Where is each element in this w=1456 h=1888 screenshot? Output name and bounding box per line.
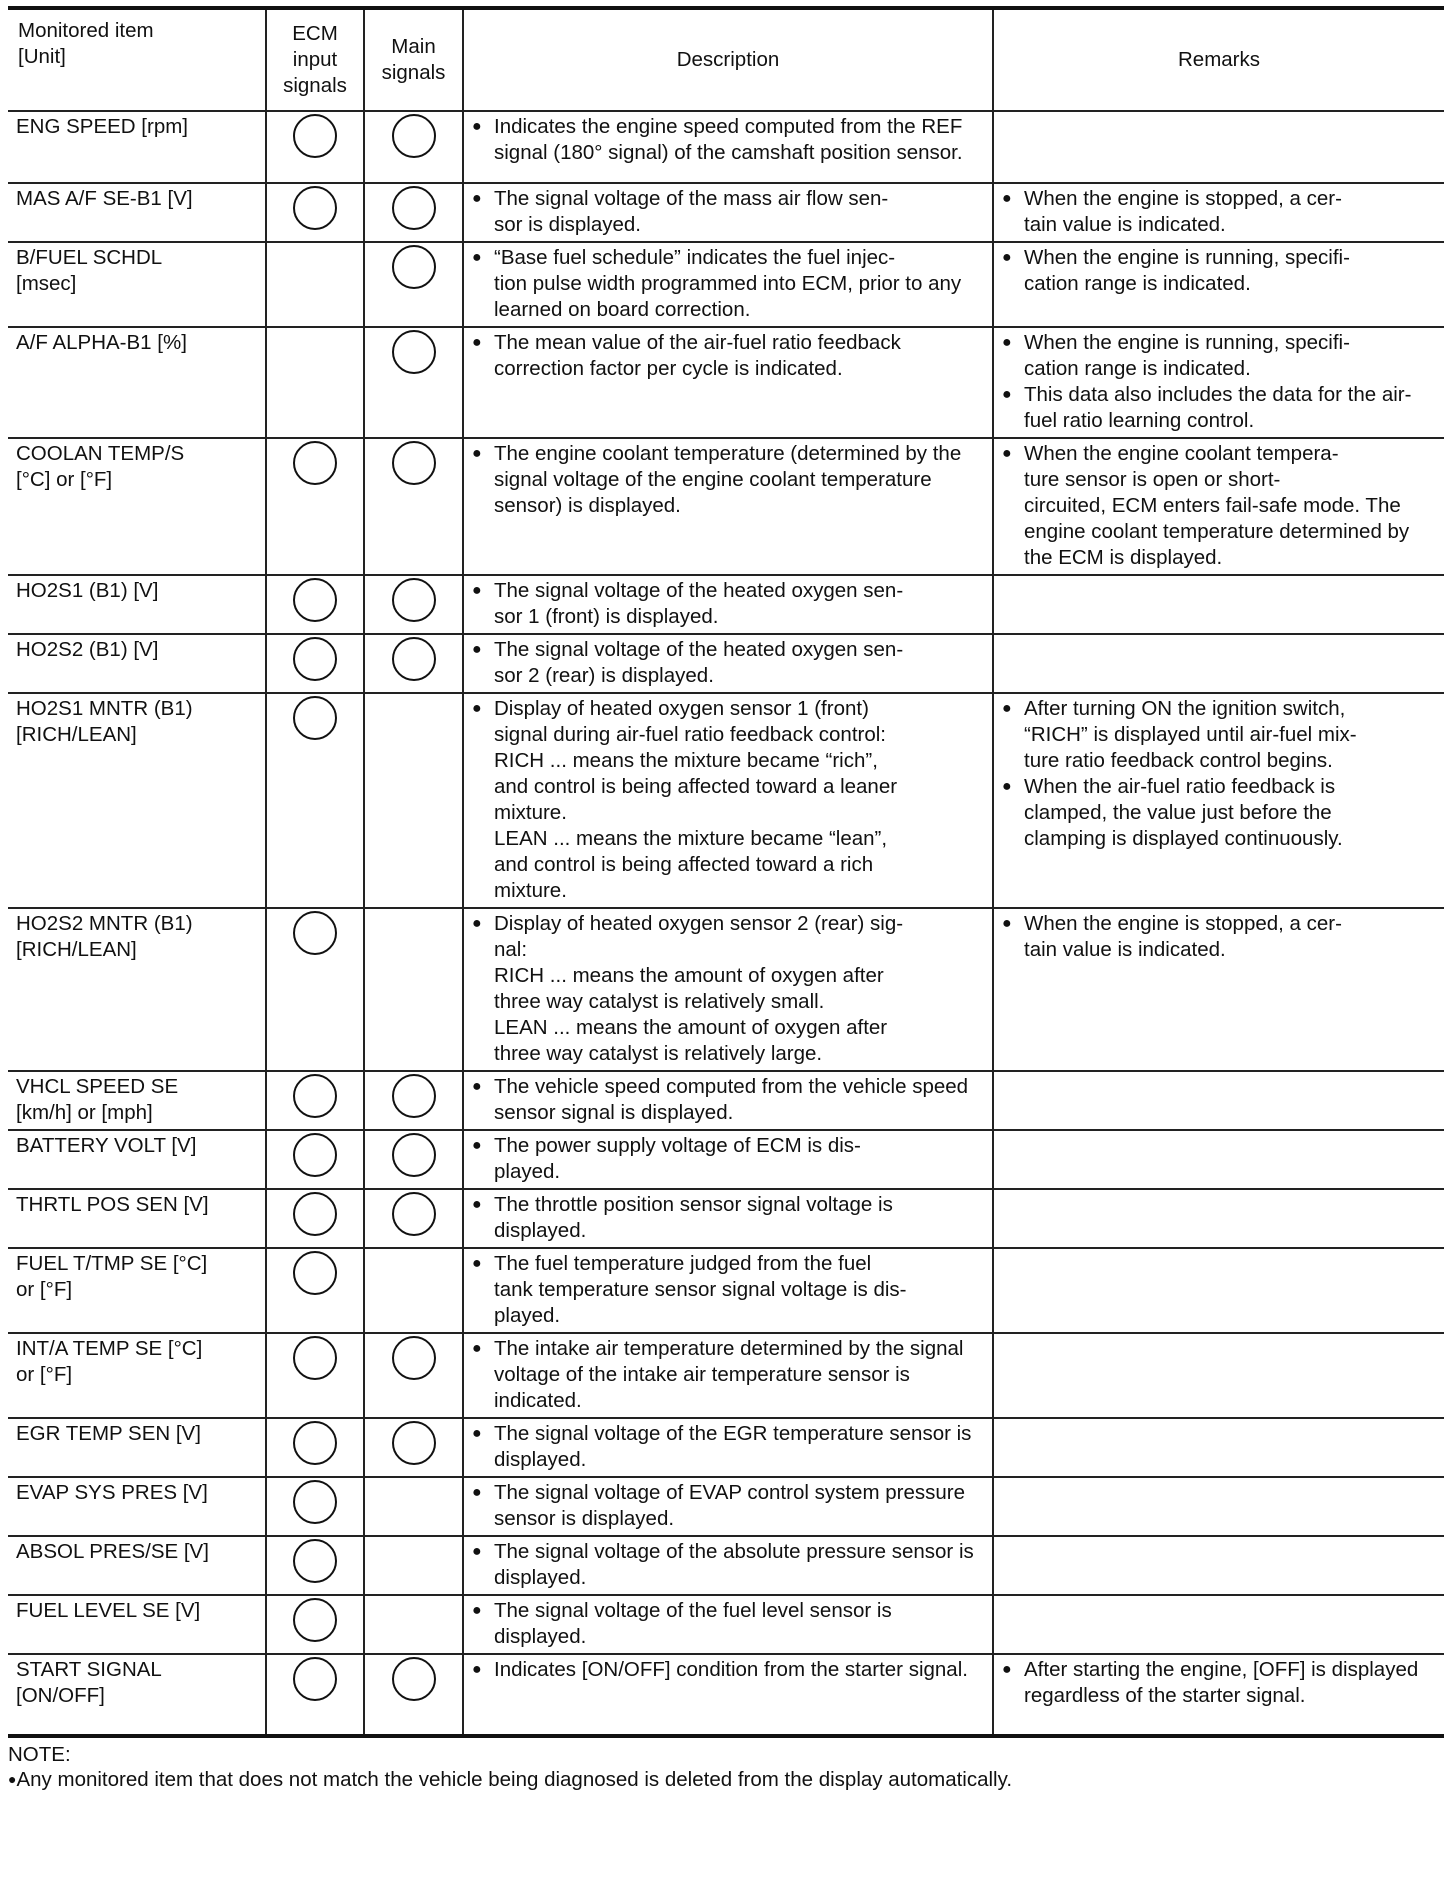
bullet-item — [472, 696, 984, 904]
bullet-text: This data also includes the data for the air-fuel ratio learning control. — [1024, 383, 1412, 432]
bullet-text: Display of heated oxygen sensor 1 (front) signal during air-fuel ratio feedback control: RICH ... means the mixture became “rich”, and control is being affected toward a leaner mixture. LEAN ... means the mixture became “lean”, and control is being affected toward a rich mixture. — [494, 697, 898, 902]
bullet-text: The signal voltage of the absolute pressure sensor is displayed. — [494, 1540, 974, 1589]
note-title: NOTE: — [8, 1743, 71, 1766]
monitored-item-cell — [8, 1333, 266, 1418]
bullet-icon: ● — [472, 915, 482, 932]
main-signal-cell — [364, 1071, 463, 1130]
bullet-item — [472, 637, 984, 689]
bullet-item — [1002, 774, 1436, 852]
description-cell — [463, 1418, 993, 1477]
bullet-item — [472, 1133, 984, 1185]
bullet-icon: ● — [1002, 249, 1012, 266]
main-signal-cell — [364, 575, 463, 634]
bullet-item — [472, 1480, 984, 1532]
description-cell — [463, 1654, 993, 1736]
main-signal-cell — [364, 1654, 463, 1736]
main-signal-cell — [364, 111, 463, 183]
table-row — [8, 1071, 1444, 1130]
header-main-signals: Main signals — [364, 8, 463, 111]
note-block — [8, 1742, 1444, 1792]
circle-mark-icon — [293, 1421, 337, 1465]
monitored-item-label: B/FUEL SCHDL [msec] — [16, 246, 163, 295]
bullet-icon: ● — [1002, 778, 1012, 795]
bullet-text: The vehicle speed computed from the vehicle speed sensor signal is displayed. — [494, 1075, 969, 1124]
bullet-item — [472, 330, 984, 382]
description-cell — [463, 634, 993, 693]
remarks-cell — [993, 1536, 1444, 1595]
bullet-text: “Base fuel schedule” indicates the fuel injec- tion pulse width programmed into ECM, prior to any learned on board correction. — [494, 246, 962, 321]
bullet-item — [1002, 1657, 1436, 1709]
table-row — [8, 183, 1444, 242]
table-row — [8, 908, 1444, 1071]
monitored-item-cell — [8, 1536, 266, 1595]
circle-mark-icon — [293, 441, 337, 485]
bullet-item — [1002, 696, 1436, 774]
remarks-cell — [993, 1130, 1444, 1189]
circle-mark-icon — [392, 330, 436, 374]
ecm-input-signal-cell — [266, 1248, 364, 1333]
table-row — [8, 111, 1444, 183]
note-text: Any monitored item that does not match the vehicle being diagnosed is deleted from the display automatically. — [16, 1768, 1013, 1791]
bullet-text: Indicates [ON/OFF] condition from the starter signal. — [494, 1658, 968, 1681]
main-signal-cell — [364, 1418, 463, 1477]
main-signal-cell — [364, 1477, 463, 1536]
bullet-text: When the engine is stopped, a cer- tain value is indicated. — [1024, 912, 1342, 961]
ecm-input-signal-cell — [266, 1536, 364, 1595]
description-cell — [463, 575, 993, 634]
bullet-icon: ● — [472, 118, 482, 135]
bullet-text: The power supply voltage of ECM is dis- played. — [494, 1134, 861, 1183]
ecm-input-signal-cell — [266, 327, 364, 438]
bullet-icon: ● — [472, 1661, 482, 1678]
circle-mark-icon — [392, 441, 436, 485]
bullet-icon: ● — [472, 1137, 482, 1154]
bullet-text: When the engine is running, specifi- cation range is indicated. — [1024, 331, 1350, 380]
monitored-item-label: HO2S2 (B1) [V] — [16, 638, 159, 661]
bullet-icon: ● — [472, 249, 482, 266]
monitored-item-label: A/F ALPHA-B1 [%] — [16, 331, 187, 354]
monitored-item-label: ENG SPEED [rpm] — [16, 115, 189, 138]
main-signal-cell — [364, 1333, 463, 1418]
bullet-text: When the engine is stopped, a cer- tain value is indicated. — [1024, 187, 1342, 236]
monitored-item-cell — [8, 183, 266, 242]
bullet-icon: ● — [472, 700, 482, 717]
ecm-input-signal-cell — [266, 1418, 364, 1477]
circle-mark-icon — [392, 114, 436, 158]
monitored-item-label: VHCL SPEED SE [km/h] or [mph] — [16, 1075, 179, 1124]
monitored-item-label: EVAP SYS PRES [V] — [16, 1481, 208, 1504]
description-cell — [463, 111, 993, 183]
table-row — [8, 1189, 1444, 1248]
circle-mark-icon — [293, 1074, 337, 1118]
circle-mark-icon — [392, 637, 436, 681]
description-cell — [463, 693, 993, 908]
bullet-item — [1002, 330, 1436, 382]
bullet-text: The signal voltage of the mass air flow sen- sor is displayed. — [494, 187, 889, 236]
table-row — [8, 1333, 1444, 1418]
table-row — [8, 1130, 1444, 1189]
bullet-text: After starting the engine, [OFF] is displayed regardless of the starter signal. — [1024, 1658, 1419, 1707]
description-cell — [463, 327, 993, 438]
monitored-item-label: INT/A TEMP SE [°C] or [°F] — [16, 1337, 203, 1386]
monitored-item-cell — [8, 1130, 266, 1189]
note-bullet-icon: ● — [8, 1771, 17, 1787]
ecm-input-signal-cell — [266, 1595, 364, 1654]
circle-mark-icon — [293, 696, 337, 740]
monitored-item-cell — [8, 1477, 266, 1536]
circle-mark-icon — [392, 245, 436, 289]
table-row — [8, 1418, 1444, 1477]
circle-mark-icon — [293, 1657, 337, 1701]
header-monitored-item: Monitored item [Unit] — [8, 8, 266, 111]
description-cell — [463, 1071, 993, 1130]
monitored-item-label: START SIGNAL [ON/OFF] — [16, 1658, 162, 1707]
circle-mark-icon — [392, 578, 436, 622]
bullet-text: The fuel temperature judged from the fuel tank temperature sensor signal voltage is dis- played. — [494, 1252, 907, 1327]
description-cell — [463, 908, 993, 1071]
remarks-cell — [993, 1654, 1444, 1736]
bullet-icon: ● — [1002, 445, 1012, 462]
bullet-text: The engine coolant temperature (determined by the signal voltage of the engine coolant temperature sensor) is displayed. — [494, 442, 962, 517]
monitored-item-label: EGR TEMP SEN [V] — [16, 1422, 201, 1445]
remarks-cell — [993, 575, 1444, 634]
ecm-input-signal-cell — [266, 1189, 364, 1248]
remarks-cell — [993, 1333, 1444, 1418]
main-signal-cell — [364, 1189, 463, 1248]
bullet-text: When the air-fuel ratio feedback is clamped, the value just before the clamping is displayed continuously. — [1024, 775, 1343, 850]
bullet-icon: ● — [472, 1602, 482, 1619]
ecm-input-signal-cell — [266, 575, 364, 634]
bullet-icon: ● — [1002, 334, 1012, 351]
bullet-icon: ● — [1002, 700, 1012, 717]
circle-mark-icon — [392, 186, 436, 230]
ecm-input-signal-cell — [266, 634, 364, 693]
header-description: Description — [463, 8, 993, 111]
circle-mark-icon — [392, 1192, 436, 1236]
main-signal-cell — [364, 1595, 463, 1654]
bullet-icon: ● — [472, 1543, 482, 1560]
ecm-input-signal-cell — [266, 242, 364, 327]
monitored-item-cell — [8, 1418, 266, 1477]
header-ecm-input-signals: ECM input signals — [266, 8, 364, 111]
bullet-text: The signal voltage of the EGR temperature sensor is displayed. — [494, 1422, 972, 1471]
monitored-item-cell — [8, 1248, 266, 1333]
circle-mark-icon — [293, 1480, 337, 1524]
bullet-icon: ● — [1002, 915, 1012, 932]
remarks-cell — [993, 1071, 1444, 1130]
remarks-cell — [993, 634, 1444, 693]
circle-mark-icon — [293, 911, 337, 955]
bullet-text: The signal voltage of the heated oxygen sen- sor 1 (front) is displayed. — [494, 579, 904, 628]
bullet-item — [1002, 441, 1436, 571]
table-header-row — [8, 8, 1444, 111]
main-signal-cell — [364, 634, 463, 693]
description-cell — [463, 1477, 993, 1536]
circle-mark-icon — [392, 1336, 436, 1380]
monitored-items-table — [8, 6, 1444, 1738]
table-row — [8, 1248, 1444, 1333]
bullet-icon: ● — [472, 1255, 482, 1272]
circle-mark-icon — [293, 637, 337, 681]
remarks-cell — [993, 183, 1444, 242]
bullet-icon: ● — [472, 1425, 482, 1442]
bullet-icon: ● — [472, 190, 482, 207]
monitored-item-label: FUEL T/TMP SE [°C] or [°F] — [16, 1252, 208, 1301]
monitored-item-cell — [8, 1595, 266, 1654]
monitored-item-label: BATTERY VOLT [V] — [16, 1134, 197, 1157]
description-cell — [463, 1536, 993, 1595]
monitored-item-cell — [8, 908, 266, 1071]
ecm-input-signal-cell — [266, 693, 364, 908]
ecm-input-signal-cell — [266, 183, 364, 242]
monitored-item-label: HO2S1 MNTR (B1) [RICH/LEAN] — [16, 697, 193, 746]
description-cell — [463, 242, 993, 327]
bullet-item — [472, 114, 984, 166]
bullet-text: When the engine coolant tempera- ture sensor is open or short- circuited, ECM enters fail-safe mode. The engine coolant temperature determined by the ECM is displayed. — [1024, 442, 1410, 569]
circle-mark-icon — [293, 1539, 337, 1583]
bullet-item — [472, 1421, 984, 1473]
bullet-text: The signal voltage of the heated oxygen sen- sor 2 (rear) is displayed. — [494, 638, 904, 687]
main-signal-cell — [364, 693, 463, 908]
bullet-text: Indicates the engine speed computed from the REF signal (180° signal) of the camshaft position sensor. — [494, 115, 963, 164]
monitored-item-label: HO2S1 (B1) [V] — [16, 579, 159, 602]
bullet-item — [1002, 245, 1436, 297]
bullet-item — [472, 186, 984, 238]
ecm-input-signal-cell — [266, 1477, 364, 1536]
bullet-text: The throttle position sensor signal voltage is displayed. — [494, 1193, 893, 1242]
monitored-item-cell — [8, 1071, 266, 1130]
remarks-cell — [993, 111, 1444, 183]
bullet-item — [472, 441, 984, 519]
bullet-text: The intake air temperature determined by the signal voltage of the intake air temperature sensor is indicated. — [494, 1337, 964, 1412]
bullet-item — [472, 1074, 984, 1126]
bullet-text: When the engine is running, specifi- cation range is indicated. — [1024, 246, 1350, 295]
monitored-item-label: HO2S2 MNTR (B1) [RICH/LEAN] — [16, 912, 193, 961]
monitored-item-cell — [8, 693, 266, 908]
circle-mark-icon — [293, 186, 337, 230]
bullet-item — [1002, 382, 1436, 434]
monitored-item-label: THRTL POS SEN [V] — [16, 1193, 209, 1216]
table-row — [8, 1536, 1444, 1595]
bullet-item — [472, 1657, 984, 1683]
bullet-icon: ● — [472, 334, 482, 351]
description-cell — [463, 1189, 993, 1248]
bullet-item — [1002, 911, 1436, 963]
table-row — [8, 438, 1444, 575]
main-signal-cell — [364, 438, 463, 575]
bullet-text: Display of heated oxygen sensor 2 (rear) sig- nal: RICH ... means the amount of oxygen after three way catalyst is relatively small. LEAN ... means the amount of oxygen after three way catalyst is relatively large. — [494, 912, 904, 1065]
remarks-cell — [993, 242, 1444, 327]
ecm-input-signal-cell — [266, 1654, 364, 1736]
monitored-item-label: FUEL LEVEL SE [V] — [16, 1599, 201, 1622]
monitored-item-label: COOLAN TEMP/S [°C] or [°F] — [16, 442, 185, 491]
bullet-text: After turning ON the ignition switch, “RICH” is displayed until air-fuel mix- ture ratio feedback control begins. — [1024, 697, 1357, 772]
description-cell — [463, 183, 993, 242]
bullet-item — [472, 245, 984, 323]
bullet-icon: ● — [1002, 1661, 1012, 1678]
table-row — [8, 1477, 1444, 1536]
description-cell — [463, 1595, 993, 1654]
bullet-icon: ● — [472, 1484, 482, 1501]
circle-mark-icon — [293, 114, 337, 158]
bullet-item — [472, 578, 984, 630]
description-cell — [463, 1130, 993, 1189]
table-body — [8, 111, 1444, 1736]
table-row — [8, 693, 1444, 908]
ecm-input-signal-cell — [266, 908, 364, 1071]
monitored-item-cell — [8, 327, 266, 438]
bullet-text: The signal voltage of the fuel level sensor is displayed. — [494, 1599, 892, 1648]
ecm-input-signal-cell — [266, 1071, 364, 1130]
bullet-item — [1002, 186, 1436, 238]
description-cell — [463, 438, 993, 575]
circle-mark-icon — [293, 1192, 337, 1236]
description-cell — [463, 1333, 993, 1418]
table-row — [8, 327, 1444, 438]
circle-mark-icon — [293, 1598, 337, 1642]
circle-mark-icon — [392, 1657, 436, 1701]
ecm-input-signal-cell — [266, 1333, 364, 1418]
monitored-item-cell — [8, 634, 266, 693]
circle-mark-icon — [293, 1336, 337, 1380]
bullet-text: The signal voltage of EVAP control system pressure sensor is displayed. — [494, 1481, 965, 1530]
main-signal-cell — [364, 327, 463, 438]
circle-mark-icon — [392, 1421, 436, 1465]
monitored-item-label: MAS A/F SE-B1 [V] — [16, 187, 193, 210]
monitored-item-cell — [8, 438, 266, 575]
table-row — [8, 242, 1444, 327]
circle-mark-icon — [392, 1074, 436, 1118]
monitored-item-label: ABSOL PRES/SE [V] — [16, 1540, 209, 1563]
remarks-cell — [993, 1477, 1444, 1536]
main-signal-cell — [364, 183, 463, 242]
remarks-cell — [993, 1418, 1444, 1477]
bullet-icon: ● — [472, 641, 482, 658]
table-row — [8, 1595, 1444, 1654]
remarks-cell — [993, 1248, 1444, 1333]
ecm-input-signal-cell — [266, 111, 364, 183]
main-signal-cell — [364, 1130, 463, 1189]
remarks-cell — [993, 327, 1444, 438]
circle-mark-icon — [392, 1133, 436, 1177]
circle-mark-icon — [293, 578, 337, 622]
bullet-item — [472, 1539, 984, 1591]
bullet-icon: ● — [1002, 190, 1012, 207]
note-line — [8, 1767, 1444, 1792]
header-remarks: Remarks — [993, 8, 1444, 111]
bullet-item — [472, 1192, 984, 1244]
remarks-cell — [993, 693, 1444, 908]
bullet-icon: ● — [472, 1196, 482, 1213]
bullet-icon: ● — [472, 1340, 482, 1357]
bullet-item — [472, 911, 984, 1067]
monitored-item-cell — [8, 242, 266, 327]
main-signal-cell — [364, 242, 463, 327]
monitor-document — [8, 6, 1444, 1792]
bullet-icon: ● — [1002, 386, 1012, 403]
remarks-cell — [993, 438, 1444, 575]
circle-mark-icon — [293, 1251, 337, 1295]
bullet-icon: ● — [472, 582, 482, 599]
remarks-cell — [993, 908, 1444, 1071]
table-row — [8, 634, 1444, 693]
bullet-item — [472, 1598, 984, 1650]
monitored-item-cell — [8, 111, 266, 183]
bullet-text: The mean value of the air-fuel ratio feedback correction factor per cycle is indicated. — [494, 331, 901, 380]
main-signal-cell — [364, 1536, 463, 1595]
ecm-input-signal-cell — [266, 438, 364, 575]
bullet-item — [472, 1251, 984, 1329]
monitored-item-cell — [8, 1654, 266, 1736]
circle-mark-icon — [293, 1133, 337, 1177]
monitored-item-cell — [8, 575, 266, 634]
monitored-item-cell — [8, 1189, 266, 1248]
description-cell — [463, 1248, 993, 1333]
main-signal-cell — [364, 908, 463, 1071]
bullet-icon: ● — [472, 445, 482, 462]
ecm-input-signal-cell — [266, 1130, 364, 1189]
remarks-cell — [993, 1189, 1444, 1248]
main-signal-cell — [364, 1248, 463, 1333]
remarks-cell — [993, 1595, 1444, 1654]
bullet-item — [472, 1336, 984, 1414]
table-row — [8, 575, 1444, 634]
bullet-icon: ● — [472, 1078, 482, 1095]
table-row — [8, 1654, 1444, 1736]
